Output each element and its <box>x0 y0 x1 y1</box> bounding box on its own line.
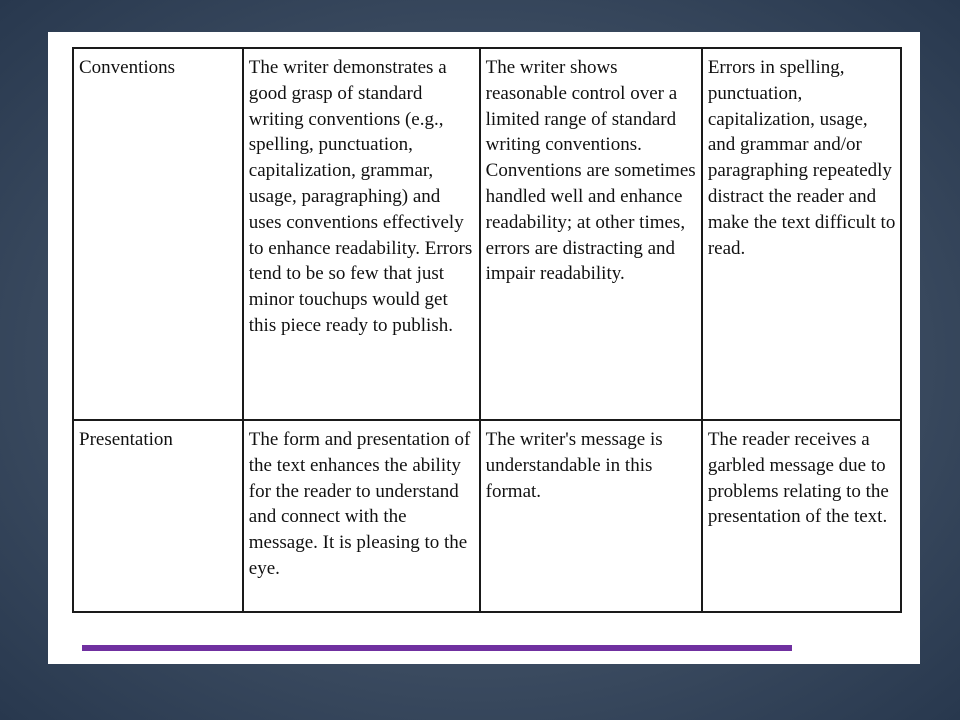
criterion-label: Presentation <box>79 429 173 450</box>
level-cell <box>480 420 702 612</box>
criterion-cell <box>73 420 243 612</box>
level-description: The form and presentation of the text enhances the ability for the reader to understand and connect with the message. It is pleasing to the eye. <box>248 429 471 579</box>
level-description: Errors in spelling, punctuation, capitalization, usage, and grammar and/or paragraphing repeatedly distract the reader and make the text difficult to read. <box>707 57 896 259</box>
level-description: The writer demonstrates a good grasp of standard writing conventions (e.g., spelling, punctuation, capitalization, grammar, usage, paragraphing) and uses conventions effectively to enhance readability. Errors tend to be so few that just minor touchups would get this piece ready to publish. <box>248 57 473 336</box>
level-description: The writer's message is understandable in this format. <box>485 429 663 502</box>
level-description: The reader receives a garbled message due to problems relating to the presentation of the text. <box>707 429 889 528</box>
slide-panel <box>48 32 920 664</box>
rubric-row-conventions <box>73 48 901 420</box>
level-cell <box>243 48 480 420</box>
level-cell <box>702 420 901 612</box>
level-cell <box>480 48 702 420</box>
level-description: The writer shows reasonable control over a limited range of standard writing conventions. Conventions are sometimes handled well and enhance readability; at other times, errors are distracting and impair readability. <box>485 57 696 285</box>
criterion-cell <box>73 48 243 420</box>
rubric-row-presentation <box>73 420 901 612</box>
accent-bar <box>82 645 792 651</box>
level-cell <box>243 420 480 612</box>
rubric-table <box>72 47 902 613</box>
level-cell <box>702 48 901 420</box>
criterion-label: Conventions <box>79 57 176 78</box>
